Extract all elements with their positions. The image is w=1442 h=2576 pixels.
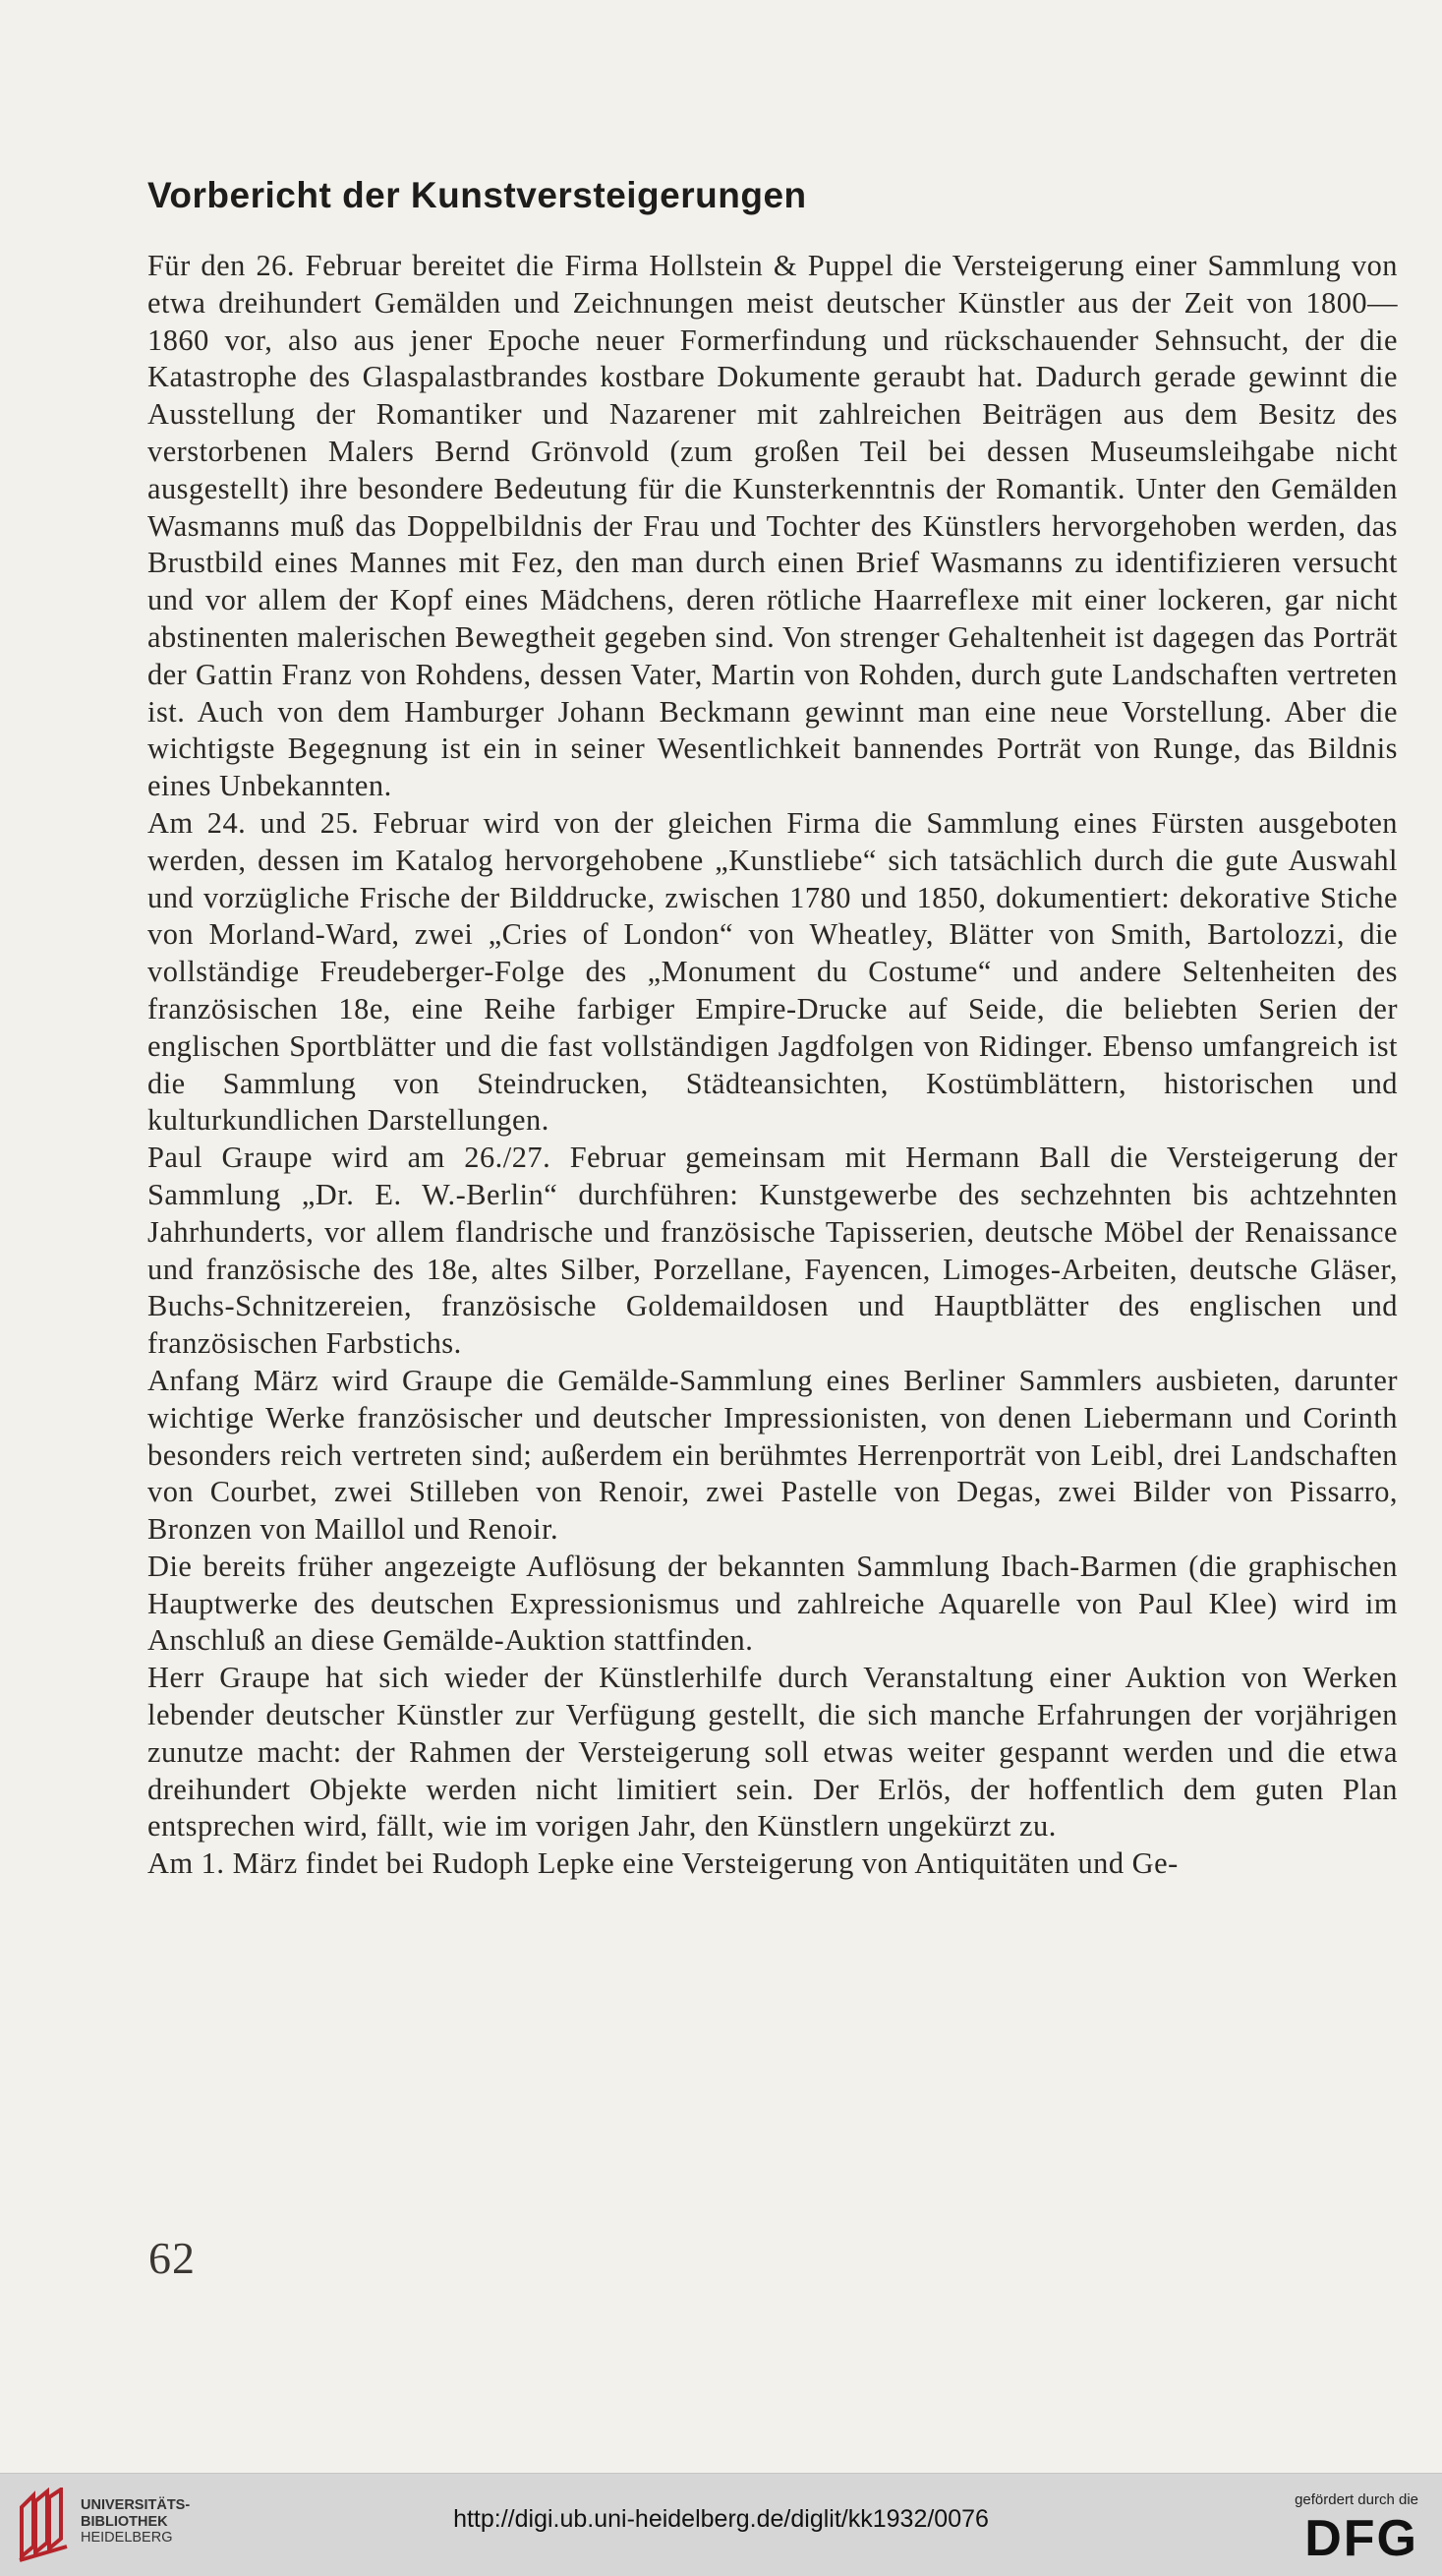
library-name-line-2: BIBLIOTHEK	[81, 2513, 168, 2530]
paragraph-6: Herr Graupe hat sich wieder der Künstlerhilfe durch Veranstaltung einer Auktion von Werken lebender deutscher Künstler zur Verfügung gestellt, die sich manche Erfahrungen der vorjährigen zunutze macht: der Rahmen der Versteigerung soll etwas weiter gespannt werden und die etwa dreihundert Objekte werden nicht limitiert sein. Der Erlös, der hoffentlich dem guten Plan entsprechen wird, fällt, wie im vorigen Jahr, den Künstlern ungekürzt zu.	[147, 1661, 1398, 1844]
library-name-line-1: UNIVERSITÄTS-	[81, 2497, 191, 2513]
article-heading: Vorbericht der Kunstversteigerungen	[147, 175, 807, 215]
dfg-logo: DFG	[1304, 2510, 1418, 2567]
paragraph-5: Die bereits früher angezeigte Auflösung der bekannten Sammlung Ibach-Barmen (die graphischen Hauptwerke des deutschen Expressionismus und zahlreiche Aquarelle von Paul Klee) wird im Anschluß an diese Gemälde-Auktion stattfinden.	[147, 1549, 1398, 1658]
paragraph-2: Am 24. und 25. Februar wird von der gleichen Firma die Sammlung eines Fürsten ausgeboten werden, dessen im Katalog hervorgehobene „Kunstliebe“ sich tatsächlich durch die gute Auswahl und vorzügliche Frische der Bilddrucke, zwischen 1780 und 1850, dokumentiert: dekorative Stiche von Morland-Ward, zwei „Cries of London“ von Wheatley, Blätter von Smith, Bartolozzi, die vollständige Freudeberger-Folge des „Monument du Costume“ und andere Seltenheiten des französischen 18e, eine Reihe farbiger Empire-Drucke auf Seide, die beliebten Serien der englischen Sportblätter und die fast vollständigen Jagdfolgen von Ridinger. Ebenso umfangreich ist die Sammlung von Steindrucken, Städteansichten, Kostümblättern, historischen und kulturkundlichen Darstellungen.	[147, 805, 1398, 1138]
library-name-line-3: HEIDELBERG	[81, 2530, 173, 2546]
digitization-footer	[0, 2473, 1442, 2576]
permalink-url[interactable]: http://digi.ub.uni-heidelberg.de/diglit/kk1932/0076	[453, 2505, 989, 2533]
paragraph-1: Für den 26. Februar bereitet die Firma Hollstein & Puppel die Versteigerung einer Sammlung von etwa dreihundert Gemälden und Zeichnungen meist deutscher Künstler aus der Zeit von 1800—1860 vor, also aus jener Epoche neuer Formerfindung und rückschauender Sehnsucht, der die Katastrophe des Glaspalastbrandes kostbare Dokumente geraubt hat. Dadurch gerade gewinnt die Ausstellung der Romantiker und Nazarener mit zahlreichen Beiträgen aus dem Besitz des verstorbenen Malers Bernd Grönvold (zum großen Teil bei dessen Museumsleihgabe nicht ausgestellt) ihre besondere Bedeutung für die Kunsterkenntnis der Romantik. Unter den Gemälden Wasmanns muß das Doppelbildnis der Frau und Tochter des Künstlers hervorgehoben werden, das Brustbild eines Mannes mit Fez, den man durch einen Brief Wasmanns zu identifizieren versucht und vor allem der Kopf eines Mädchens, deren rötliche Haarreflexe mit einer lockeren, gar nicht abstinenten malerischen Bewegtheit gegeben sind. Von strenger Gehaltenheit ist dagegen das Porträt der Gattin Franz von Rohdens, dessen Vater, Martin von Rohden, durch gute Landschaften vertreten ist. Auch von dem Hamburger Johann Beckmann gewinnt man eine neue Vorstellung. Aber die wichtigste Begegnung ist ein in seiner Wesentlichkeit bannendes Porträt von Runge, das Bildnis eines Unbekannten.	[147, 249, 1398, 803]
paragraph-4: Anfang März wird Graupe die Gemälde-Sammlung eines Berliner Sammlers ausbieten, darunter wichtige Werke französischer und deutscher Impressionisten, von denen Liebermann und Corinth besonders reich vertreten sind; außerdem ein berühmtes Herrenporträt von Leibl, drei Landschaften von Courbet, zwei Stilleben von Renoir, zwei Pastelle von Degas, zwei Bilder von Pissarro, Bronzen von Maillol und Renoir.	[147, 1363, 1398, 1547]
paragraph-7: Am 1. März findet bei Rudoph Lepke eine Versteigerung von Antiquitäten und Ge-	[147, 1846, 1179, 1881]
paragraph-3: Paul Graupe wird am 26./27. Februar gemeinsam mit Hermann Ball die Versteigerung der Sammlung „Dr. E. W.-Berlin“ durchführen: Kunstgewerbe des sechzehnten bis achtzehnten Jahrhunderts, vor allem flandrische und französische Tapisserien, deutsche Möbel der Renaissance und französische des 18e, altes Silber, Porzellane, Fayencen, Limoges-Arbeiten, deutsche Gläser, Buchs-Schnitzereien, französische Goldemaildosen und Hauptblätter des englischen und französischen Farbstichs.	[147, 1141, 1398, 1361]
page-number: 62	[148, 2233, 196, 2283]
funded-by-label: gefördert durch die	[1295, 2491, 1418, 2508]
article-body	[147, 248, 1398, 1883]
